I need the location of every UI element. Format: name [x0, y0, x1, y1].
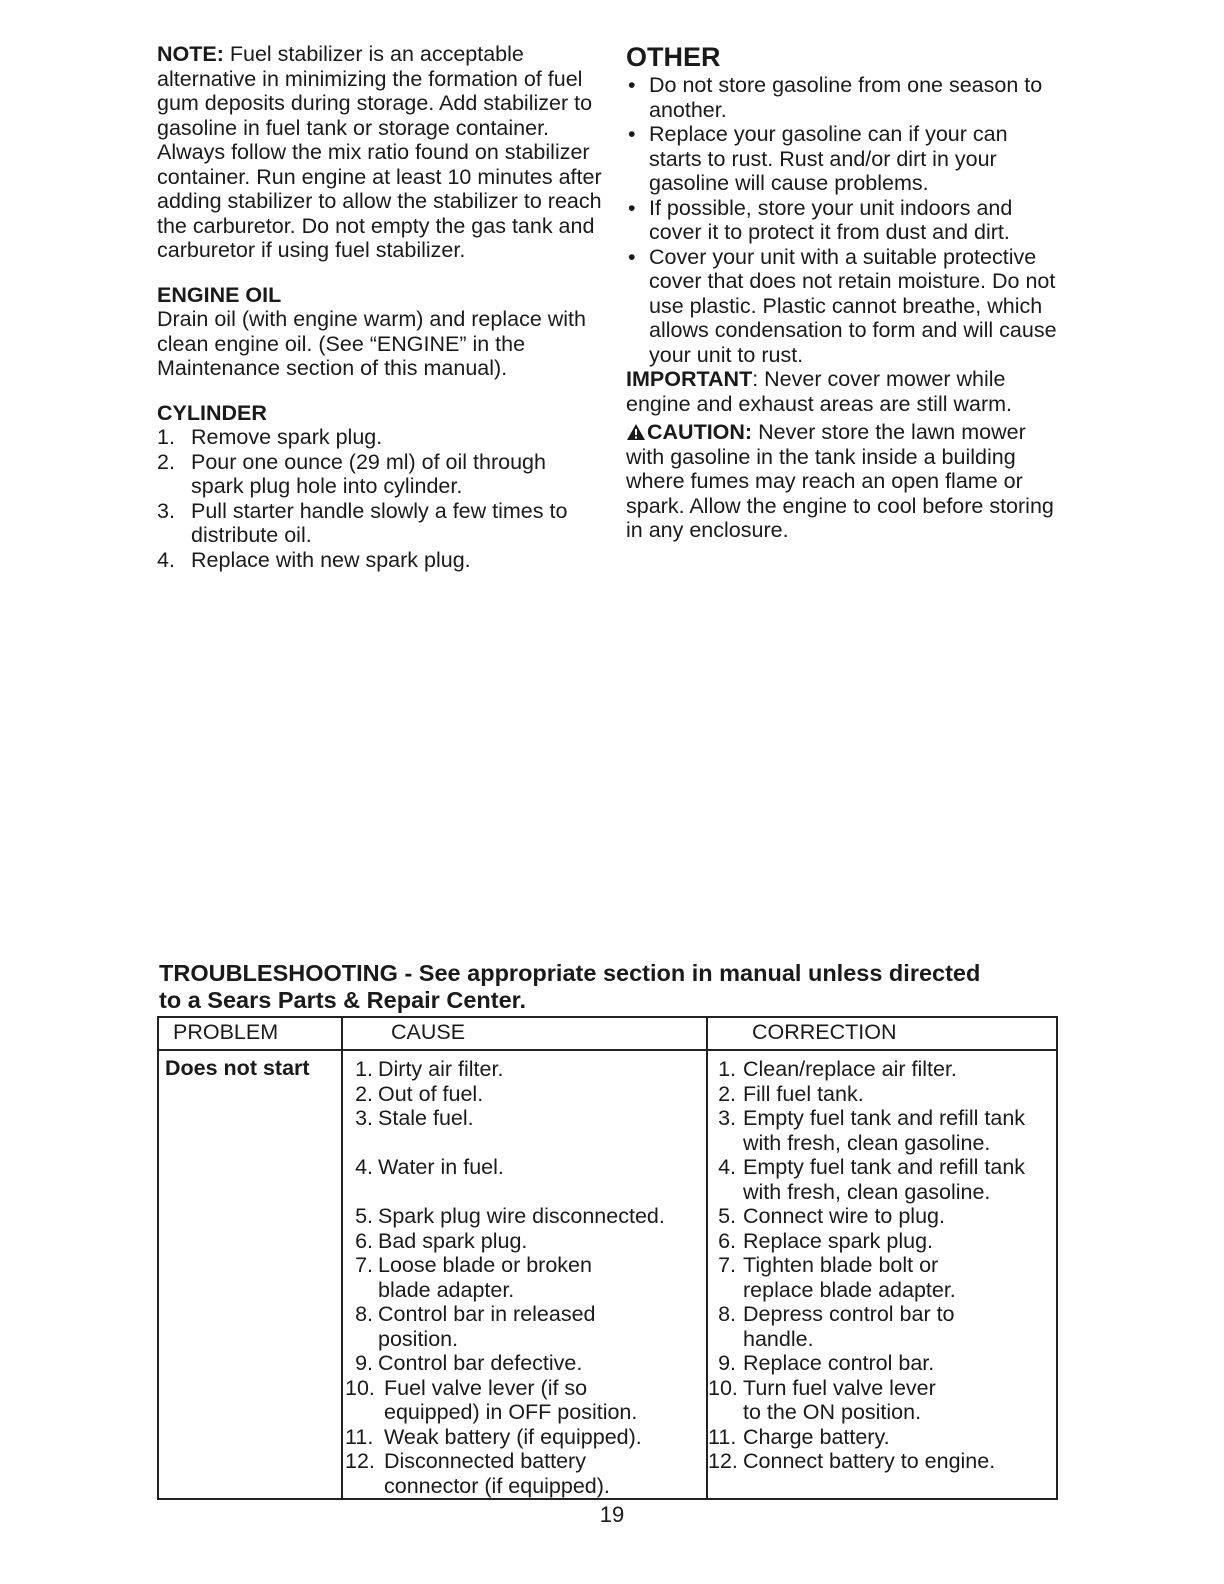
correction-item	[708, 1155, 1056, 1204]
cause-item	[345, 1302, 705, 1351]
cause-item	[345, 1082, 705, 1107]
step-number: 4.	[157, 547, 175, 572]
item-number: 9.	[355, 1351, 373, 1375]
item-number: 7.	[355, 1253, 373, 1277]
item-text	[708, 1155, 1056, 1204]
item-text	[345, 1376, 705, 1425]
item-text	[708, 1229, 1056, 1254]
item-line: Charge battery.	[743, 1424, 890, 1449]
cylinder-steps	[157, 425, 602, 572]
item-number: 3.	[355, 1106, 373, 1130]
item-line: Water in fuel.	[378, 1155, 504, 1179]
item-line: replace blade adapter.	[743, 1277, 956, 1302]
cause-item	[345, 1449, 705, 1498]
item-line: Empty fuel tank and refill tank	[743, 1155, 1026, 1179]
item-number: 10.	[345, 1375, 375, 1400]
bullet-text: Replace your gasoline can if your can starts to rust. Rust and/or dirt in your gasoline will cause problems.	[649, 122, 1008, 195]
item-text	[345, 1351, 705, 1376]
item-line: to the ON position.	[743, 1400, 922, 1424]
item-text	[345, 1082, 705, 1107]
item-line: Turn fuel valve lever	[743, 1375, 936, 1400]
other-heading: OTHER	[626, 42, 721, 72]
item-line: Connect wire to plug.	[743, 1204, 945, 1228]
item-line: equipped) in OFF position.	[384, 1400, 638, 1424]
header-problem: PROBLEM	[173, 1020, 279, 1044]
item-text	[708, 1082, 1056, 1107]
item-line: Spark plug wire disconnected.	[378, 1204, 665, 1228]
correction-item	[708, 1229, 1056, 1254]
caution-text: Never store the lawn mower with gasoline in the tank inside a building where fumes may reach an open flame or spark. Allow the engine to cool before storing in any enclosure.	[626, 420, 1054, 542]
cause-item	[345, 1253, 705, 1302]
item-text	[345, 1155, 705, 1180]
item-number: 1.	[718, 1057, 736, 1081]
problem-cell: Does not start	[165, 1056, 310, 1080]
important-text: : Never cover mower while engine and exhaust areas are still warm.	[626, 367, 1013, 416]
step-number: 3.	[157, 498, 175, 523]
right-column	[626, 42, 1066, 543]
step-text: Replace with new spark plug.	[191, 547, 471, 572]
cylinder-step	[157, 499, 602, 548]
item-text	[345, 1229, 705, 1254]
step-text: Pour one ounce (29 ml) of oil through spark plug hole into cylinder.	[191, 449, 546, 498]
engine-oil-text: Drain oil (with engine warm) and replace with clean engine oil. (See “ENGINE” in the Maintenance section of this manual).	[157, 307, 586, 380]
cylinder-step	[157, 450, 602, 499]
item-line: Control bar defective.	[378, 1351, 583, 1375]
item-line: Control bar in released	[378, 1302, 596, 1326]
note-paragraph	[157, 42, 602, 263]
item-number: 4.	[355, 1155, 373, 1179]
correction-item	[708, 1302, 1056, 1351]
troubleshooting-title-line1: TROUBLESHOOTING - See appropriate section in manual unless directed	[159, 960, 981, 986]
cause-cell	[345, 1057, 705, 1498]
bullet-dot: •	[628, 244, 636, 269]
item-line: Clean/replace air filter.	[743, 1057, 957, 1081]
item-text	[345, 1253, 705, 1302]
item-line: Fuel valve lever (if so	[384, 1375, 588, 1400]
bullet-dot: •	[628, 195, 636, 220]
item-number: 7.	[718, 1253, 736, 1277]
other-bullet-item	[626, 245, 1066, 368]
step-number: 2.	[157, 449, 175, 474]
item-line: position.	[378, 1326, 459, 1351]
item-text	[708, 1425, 1056, 1450]
item-number: 5.	[355, 1204, 373, 1228]
header-correction: CORRECTION	[752, 1020, 897, 1044]
item-number: 11.	[708, 1424, 737, 1449]
item-number: 2.	[355, 1081, 373, 1106]
item-line: with fresh, clean gasoline.	[743, 1179, 991, 1204]
cause-item	[345, 1057, 705, 1082]
troubleshooting-table	[157, 1016, 1058, 1500]
item-number: 8.	[718, 1302, 736, 1326]
item-line: Replace spark plug.	[743, 1228, 934, 1253]
item-line: blade adapter.	[378, 1277, 515, 1302]
item-line: Connect battery to engine.	[743, 1449, 996, 1473]
item-number: 12.	[345, 1449, 375, 1473]
item-line: Empty fuel tank and refill tank	[743, 1106, 1026, 1130]
correction-item	[708, 1106, 1056, 1155]
troubleshooting-title	[159, 960, 1079, 1014]
important-paragraph	[626, 367, 1066, 416]
bullet-text: Do not store gasoline from one season to another.	[649, 73, 1043, 122]
bullet-text: If possible, store your unit indoors and cover it to protect it from dust and dirt.	[649, 195, 1013, 244]
page-number: 19	[599, 1502, 625, 1527]
other-bullet-item	[626, 73, 1066, 122]
item-text	[708, 1302, 1056, 1351]
item-line: Fill fuel tank.	[743, 1081, 864, 1106]
item-text	[708, 1376, 1056, 1425]
correction-item	[708, 1376, 1056, 1425]
item-number: 6.	[355, 1228, 373, 1253]
cause-item	[345, 1229, 705, 1254]
item-number: 10.	[708, 1375, 738, 1400]
item-text	[708, 1204, 1056, 1229]
item-text	[345, 1204, 705, 1229]
item-number: 6.	[718, 1228, 736, 1253]
cause-item	[345, 1351, 705, 1376]
cylinder-step	[157, 425, 602, 450]
item-line: handle.	[743, 1326, 814, 1351]
item-text	[345, 1302, 705, 1351]
item-text	[708, 1106, 1056, 1155]
step-text: Remove spark plug.	[191, 425, 383, 449]
item-line: Depress control bar to	[743, 1302, 955, 1326]
step-number: 1.	[157, 425, 175, 449]
item-number: 1.	[355, 1057, 373, 1081]
correction-item	[708, 1351, 1056, 1376]
item-text	[708, 1351, 1056, 1376]
item-number: 12.	[708, 1449, 738, 1473]
item-line: Stale fuel.	[378, 1106, 474, 1130]
correction-item	[708, 1425, 1056, 1450]
item-number: 4.	[718, 1155, 736, 1179]
warning-triangle-icon	[626, 423, 646, 441]
important-label: IMPORTANT	[626, 367, 753, 391]
item-number: 9.	[718, 1351, 736, 1375]
cylinder-step	[157, 548, 602, 573]
correction-item	[708, 1253, 1056, 1302]
cause-item	[345, 1106, 705, 1155]
bullet-text: Cover your unit with a suitable protective cover that does not retain moisture. Do not use plastic. Plastic cannot breathe, which allows condensation to form and will cause your unit to rust.	[649, 244, 1057, 367]
note-text: Fuel stabilizer is an acceptable alternative in minimizing the formation of fuel gum deposits during storage. Add stabilizer to gasoline in fuel tank or storage container. Always follow the mix ratio found on stabilizer container. Run engine at least 10 minutes after adding stabilizer to allow the stabilizer to reach the carburetor. Do not empty the gas tank and carburetor if using fuel stabilizer.	[157, 42, 602, 262]
item-line: Loose blade or broken	[378, 1253, 592, 1277]
left-column	[157, 42, 602, 572]
item-number: 8.	[355, 1302, 373, 1326]
cause-item	[345, 1155, 705, 1204]
cylinder-heading: CYLINDER	[157, 400, 267, 425]
item-line: Disconnected battery	[384, 1449, 586, 1473]
correction-item	[708, 1449, 1056, 1498]
header-divider	[159, 1049, 1056, 1051]
note-label: NOTE:	[157, 42, 224, 66]
item-line: connector (if equipped).	[384, 1473, 610, 1498]
item-text	[708, 1253, 1056, 1302]
item-text	[345, 1449, 705, 1498]
column-divider	[341, 1018, 343, 1498]
item-number: 11.	[345, 1424, 374, 1449]
item-text	[345, 1057, 705, 1082]
caution-paragraph	[626, 420, 1066, 543]
bullet-dot: •	[628, 122, 636, 146]
header-cause: CAUSE	[391, 1020, 466, 1044]
other-bullet-item	[626, 122, 1066, 196]
correction-cell	[708, 1057, 1056, 1498]
step-text: Pull starter handle slowly a few times to distribute oil.	[191, 498, 568, 547]
cause-item	[345, 1376, 705, 1425]
correction-item	[708, 1057, 1056, 1082]
item-line: Replace control bar.	[743, 1351, 935, 1375]
cause-item	[345, 1425, 705, 1450]
item-line: Dirty air filter.	[378, 1057, 504, 1081]
item-line: Weak battery (if equipped).	[384, 1424, 642, 1449]
caution-label: CAUTION:	[647, 420, 753, 444]
item-text	[708, 1449, 1056, 1474]
item-line: Out of fuel.	[378, 1081, 484, 1106]
other-bullet-item	[626, 196, 1066, 245]
item-line: Bad spark plug.	[378, 1228, 528, 1253]
cause-item	[345, 1204, 705, 1229]
item-line: Tighten blade bolt or	[743, 1253, 939, 1277]
correction-item	[708, 1082, 1056, 1107]
item-text	[345, 1106, 705, 1131]
troubleshooting-title-line2: to a Sears Parts & Repair Center.	[159, 987, 527, 1013]
correction-item	[708, 1204, 1056, 1229]
item-number: 5.	[718, 1204, 736, 1228]
other-bullets	[626, 73, 1066, 367]
item-line: with fresh, clean gasoline.	[743, 1130, 991, 1155]
engine-oil-heading: ENGINE OIL	[157, 282, 282, 307]
item-number: 2.	[718, 1081, 736, 1106]
item-number: 3.	[718, 1106, 736, 1130]
bullet-dot: •	[628, 73, 636, 97]
item-text	[708, 1057, 1056, 1082]
item-text	[345, 1425, 705, 1450]
